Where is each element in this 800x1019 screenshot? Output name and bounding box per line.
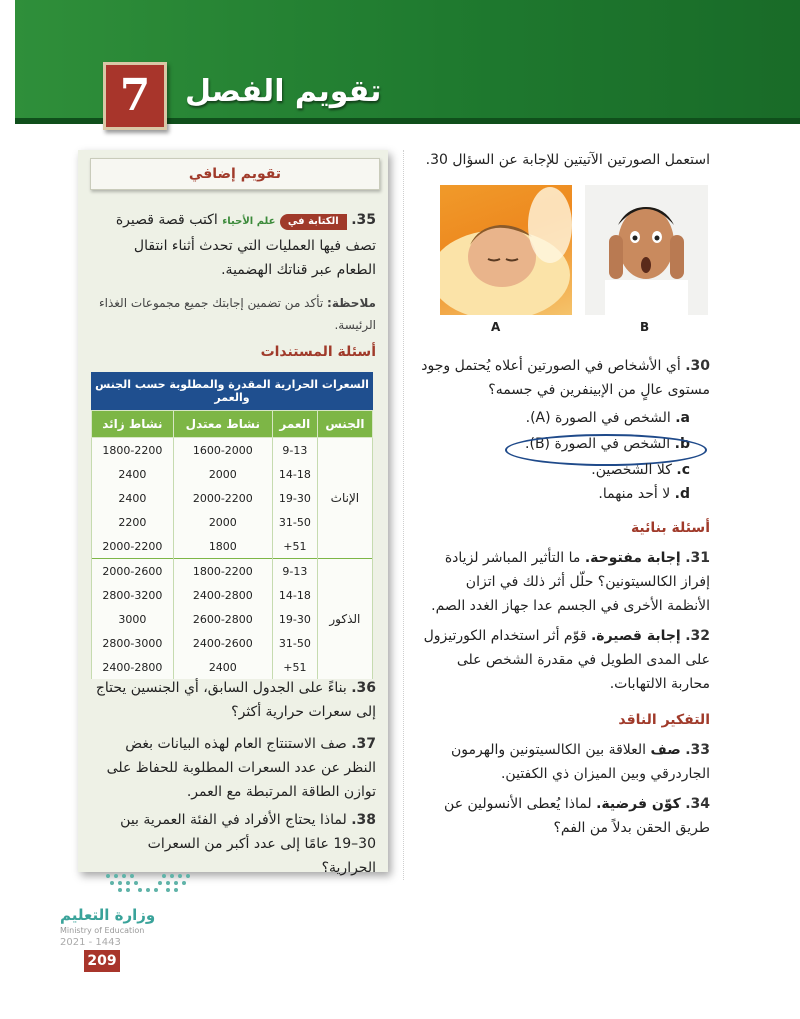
choice-text: لا أحد منهما. (598, 486, 671, 502)
biology-tag: علم الأحياء (222, 216, 276, 227)
question-label: إجابة قصيرة. (590, 628, 681, 644)
note-text: تأكد من تضمين إجابتك جميع مجموعات الغذاء الرئيسة. (98, 296, 376, 332)
question-text: لماذا يحتاج الأفراد في الفئة العمرية بين 30–19 عامًا إلى عدد أكبر من السعرات الحرارية؟ (120, 812, 376, 876)
group-males: الذكور (317, 559, 372, 680)
table-cell: 2000-2200 (173, 486, 272, 510)
page-number: 209 (84, 950, 120, 972)
question-text: قوّم أثر استخدام الكورتيزول على المدى الطويل في مقدرة الشخص على محاربة الالتهابات. (423, 628, 710, 692)
ministry-name-ar: وزارة التعليم (60, 906, 156, 924)
calories-table-wrap (91, 372, 373, 679)
table-cell: 2000 (173, 510, 272, 534)
calories-table (91, 372, 373, 679)
question-number: 37. (351, 736, 376, 752)
question-label: إجابة مفتوحة. (584, 550, 681, 566)
question-number: 38. (351, 812, 376, 828)
table-cell: 31-50 (272, 631, 317, 655)
question-31 (420, 546, 710, 618)
photo-b-label: B (640, 320, 650, 334)
scared-boy-icon (585, 185, 708, 315)
table-cell: 2000-2600 (92, 559, 174, 584)
header-moderate-activity: نشاط معتدل (173, 411, 272, 438)
table-cell: 14-18 (272, 462, 317, 486)
table-cell: 14-18 (272, 583, 317, 607)
question-34 (420, 792, 710, 840)
photo-a-label: A (491, 320, 501, 334)
question-number: 33. (685, 742, 710, 758)
ministry-name-en: Ministry of Education (60, 926, 145, 935)
question-number: 34. (685, 796, 710, 812)
table-cell: 2400 (92, 486, 174, 510)
choice-c[interactable] (520, 458, 690, 482)
edition-year: 2021 - 1443 (60, 937, 121, 948)
table-cell: 1600-2000 (173, 438, 272, 463)
question-text: صف الاستنتاج العام لهذه البيانات بغض النظر عن عدد السعرات المطلوبة للحفاظ على توازن الطاقة المرتبطة مع العمر. (106, 736, 376, 800)
choice-letter: d. (674, 486, 690, 502)
choice-text: كلا الشخصين. (591, 462, 672, 478)
table-cell: 9-13 (272, 438, 317, 463)
table-cell: 19-30 (272, 607, 317, 631)
table-cell: 31-50 (272, 510, 317, 534)
table-cell: 9-13 (272, 559, 317, 584)
writing-tag: الكتابة في (280, 214, 347, 230)
chapter-number-badge: 7 (103, 62, 167, 130)
choice-letter: a. (675, 410, 690, 426)
table-cell: 19-30 (272, 486, 317, 510)
table-cell: 2600-2800 (173, 607, 272, 631)
table-cell: 1800-2200 (92, 438, 174, 463)
table-cell: 2400 (92, 462, 174, 486)
table-cell: 1800-2200 (173, 559, 272, 584)
critical-thinking-title: التفكير الناقد (618, 712, 710, 728)
table-cell: 51+ (272, 655, 317, 679)
header-age: العمر (272, 411, 317, 438)
chapter-title: تقويم الفصل (185, 74, 382, 109)
images-intro: استعمل الصورتين الآتيتين للإجابة عن السؤال 30. (425, 152, 710, 168)
question-text: العلاقة بين الكالسيتونين والهرمون الجاردرقي وبين الميزان ذي الكفتين. (451, 742, 710, 782)
question-37 (92, 732, 376, 804)
note (92, 292, 376, 336)
question-33 (420, 738, 710, 786)
question-32 (420, 624, 710, 696)
question-number: 30. (685, 358, 710, 374)
table-cell: 2400-2800 (173, 583, 272, 607)
question-text: ما التأثير المباشر لزيادة إفراز الكالسيتونين؟ حلّل أثر ذلك في اتزان الأنظمة الأخرى في الجسم عدا جهاز الغدد الصم. (431, 550, 710, 614)
table-cell: 2000-2200 (92, 534, 174, 559)
panel-title: تقويم إضافي (90, 158, 380, 190)
question-30 (420, 354, 710, 402)
choice-letter: b. (674, 436, 690, 452)
question-label: صف (650, 742, 681, 758)
choice-text: الشخص في الصورة (B). (525, 436, 671, 452)
table-cell: 1800 (173, 534, 272, 559)
table-cell: 2400-2800 (92, 655, 174, 679)
question-text: أي الأشخاص في الصورتين أعلاه يُحتمل وجود مستوى عالٍ من الإبينفرين في جسمه؟ (421, 358, 710, 398)
table-cell: 2800-3200 (92, 583, 174, 607)
header-gender: الجنس (317, 411, 372, 438)
table-cell: 2000 (173, 462, 272, 486)
documents-questions-title: أسئلة المستندات (260, 344, 376, 360)
column-divider (403, 150, 404, 880)
question-35 (92, 208, 376, 282)
question-text: بناءً على الجدول السابق، أي الجنسين يحتاج إلى سعرات حرارية أكثر؟ (95, 680, 376, 720)
question-text: اكتب قصة قصيرة تصف فيها العمليات التي تحدث أثناء انتقال الطعام عبر قناتك الهضمية. (115, 212, 376, 278)
ministry-logo-icon (100, 868, 196, 898)
question-text: لماذا يُعطى الأنسولين عن طريق الحقن بدلاً من الفم؟ (444, 796, 710, 836)
group-females: الإناث (317, 438, 372, 559)
choice-letter: c. (676, 462, 690, 478)
table-cell: 51+ (272, 534, 317, 559)
header-high-activity: نشاط زائد (92, 411, 174, 438)
choice-d[interactable] (520, 482, 690, 506)
constructive-questions-title: أسئلة بنائية (630, 520, 710, 536)
choice-a[interactable] (520, 406, 690, 430)
question-label: كوّن فرضية. (596, 796, 681, 812)
question-number: 32. (685, 628, 710, 644)
table-cell: 2400-2600 (173, 631, 272, 655)
question-number: 36. (351, 680, 376, 696)
question-number: 35. (351, 212, 376, 228)
table-cell: 2400 (173, 655, 272, 679)
question-number: 31. (685, 550, 710, 566)
table-cell: 3000 (92, 607, 174, 631)
photo-a-sleeping-child (440, 185, 572, 315)
choice-text: الشخص في الصورة (A). (525, 410, 671, 426)
photo-b-scared-boy (585, 185, 708, 315)
sleeping-child-icon (440, 185, 572, 315)
table-caption: السعرات الحرارية المقدرة والمطلوبة حسب الجنس والعمر (91, 372, 373, 410)
question-36 (92, 676, 376, 724)
table-cell: 2200 (92, 510, 174, 534)
table-cell: 2800-3000 (92, 631, 174, 655)
note-label: ملاحظة: (327, 296, 376, 310)
